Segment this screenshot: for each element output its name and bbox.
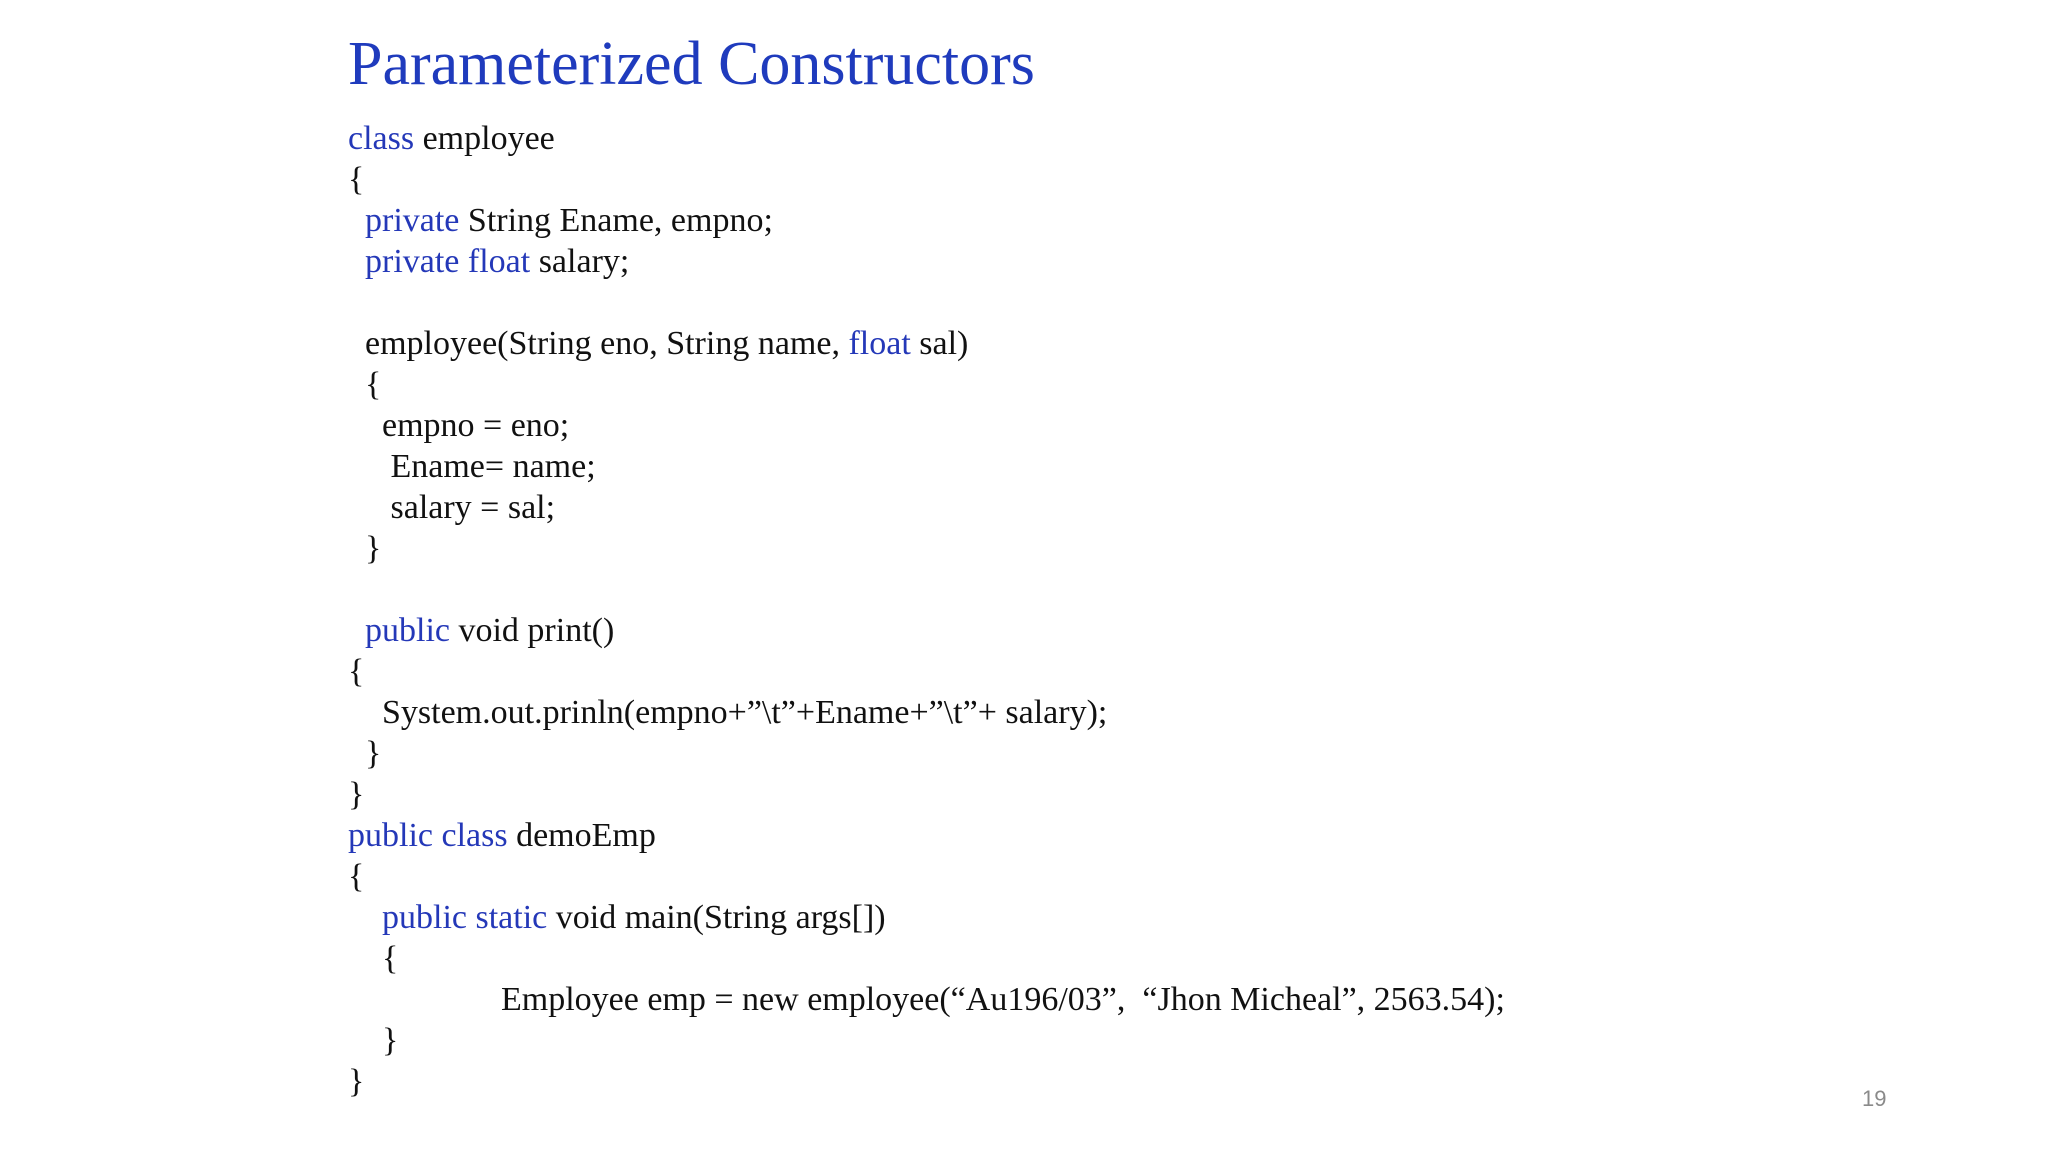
code-text: } <box>348 530 382 567</box>
code-text: salary; <box>530 243 630 280</box>
code-text: String Ename, empno; <box>459 202 773 239</box>
code-text <box>348 243 365 280</box>
code-text: System.out.prinln(empno+”\t”+Ename+”\t”+ salary); <box>348 694 1108 731</box>
code-line <box>348 323 1505 364</box>
slide-title: Parameterized Constructors <box>348 30 1035 98</box>
code-line <box>348 692 1505 733</box>
code-text: void print() <box>449 612 615 649</box>
code-line <box>348 938 1505 979</box>
code-text: { <box>348 653 365 690</box>
code-text <box>348 612 365 649</box>
code-line <box>348 569 1505 610</box>
code-line <box>348 1061 1505 1102</box>
code-line <box>348 815 1505 856</box>
code-text: Employee emp = new employee(“Au196/03”, “Jhon Micheal”, 2563.54); <box>348 981 1505 1018</box>
code-keyword: class <box>348 120 415 157</box>
code-line <box>348 1020 1505 1061</box>
code-text: } <box>348 776 365 813</box>
code-line <box>348 733 1505 774</box>
code-text: empno = eno; <box>348 407 570 444</box>
code-text <box>348 202 365 239</box>
code-block <box>348 118 1505 1102</box>
code-keyword: public class <box>348 817 508 854</box>
code-text: } <box>348 1063 365 1100</box>
code-text: } <box>348 735 382 772</box>
code-text: { <box>348 161 365 198</box>
code-text: { <box>348 940 399 977</box>
code-text: demoEmp <box>507 817 656 854</box>
code-line <box>348 487 1505 528</box>
code-line <box>348 446 1505 487</box>
code-text: } <box>348 1022 399 1059</box>
code-text: void main(String args[]) <box>547 899 886 936</box>
code-text: Ename= name; <box>348 448 596 485</box>
code-line <box>348 159 1505 200</box>
code-keyword: public static <box>382 899 548 936</box>
code-line <box>348 118 1505 159</box>
code-keyword: public <box>365 612 450 649</box>
code-keyword: private <box>365 202 460 239</box>
code-line <box>348 979 1505 1020</box>
code-keyword: float <box>848 325 911 362</box>
code-text: { <box>348 858 365 895</box>
code-keyword: private float <box>365 243 531 280</box>
code-line <box>348 610 1505 651</box>
code-line <box>348 200 1505 241</box>
code-line <box>348 897 1505 938</box>
code-line <box>348 651 1505 692</box>
code-line <box>348 405 1505 446</box>
code-line <box>348 364 1505 405</box>
code-text <box>348 899 382 936</box>
code-line <box>348 856 1505 897</box>
code-line <box>348 528 1505 569</box>
code-text: employee <box>414 120 555 157</box>
code-text: salary = sal; <box>348 489 556 526</box>
code-text: employee(String eno, String name, <box>348 325 849 362</box>
code-text: { <box>348 366 382 403</box>
code-line <box>348 282 1505 323</box>
code-line <box>348 774 1505 815</box>
code-text: sal) <box>910 325 969 362</box>
page-number: 19 <box>1862 1086 1887 1111</box>
code-line <box>348 241 1505 282</box>
